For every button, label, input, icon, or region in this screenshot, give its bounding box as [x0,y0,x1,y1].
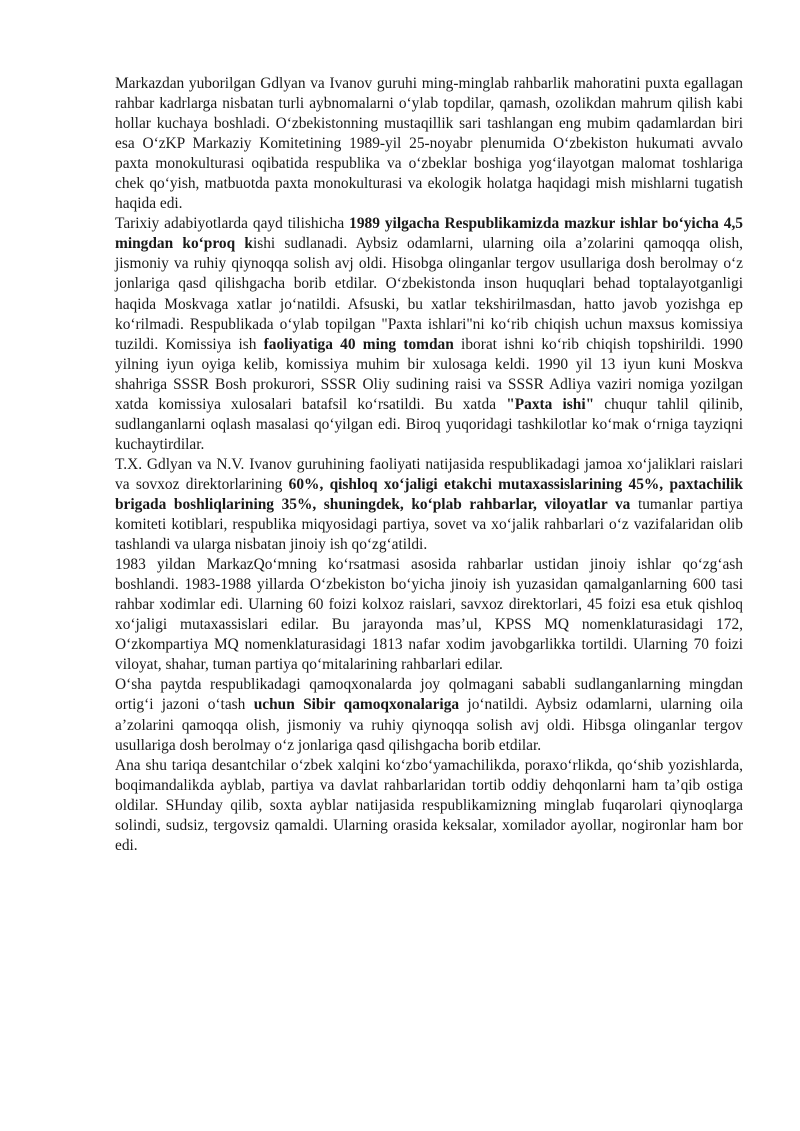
paragraph-6 [115,756,743,856]
bold-text-run: 60%, qishloq xo‘jaligi etakchi mutaxassislarining 45%, paxtachilik brigada boshliqlarining 35%, shuningdek, ko‘plab rahbarlar, viloyatlar va [115,475,743,513]
bold-text-run: uchun Sibir qamoqxonalariga [253,696,460,714]
text-run: chuqur tahlil qilinib, sudlanganlarni oqlash masalasi qo‘yilgan edi. Biroq yuqoridagi tashkilotlar ko‘mak o‘rniga tayziqni kuchaytirdilar. [115,395,743,453]
paragraph-4 [115,555,743,675]
paragraph-5 [115,675,743,755]
text-run: Ana shu tariqa desantchilar o‘zbek xalqini ko‘zbo‘yamachilikda, poraxo‘rlikda, qo‘shib yozishlarda, boqimandalikda ayblab, partiya va davlat rahbarlaridan tortib oddiy dehqonlarni ham ta’qib ostiga oldilar. SHunday qilib, soxta ayblar natijasida respublikamizning minglab fuqarolari qiynoqlarga solindi, sudsiz, tergovsiz qamaldi. Ularning orasida keksalar, xomilador ayollar, nogironlar ham bor edi. [115,756,743,854]
document-page [115,74,743,856]
paragraph-1 [115,74,743,214]
text-run: Markazdan yuborilgan Gdlyan va Ivanov guruhi ming-minglab rahbarlik mahoratini puxta egallagan rahbar kadrlarga nisbatan turli aybnomalarni o‘ylab topdilar, qamash, ozolikdan mahrum qilish kabi hollar kuchaya boshladi. O‘zbekistonning mustaqillik sari tashlangan eng mubim qadamlardan biri esa O‘zKP Markaziy Komitetining 1989-yil 25-noyabr plenumida O‘zbekiston hukumati avvalo paxta monokulturasi oqibatida respublika va o‘zbeklar boshiga yog‘ilayotgan malomat toshlariga chek qo‘yish, matbuotda paxta monokulturasi va ekologik holatga haqidagi mish mishlarni tugatish haqida edi. [115,75,743,213]
paragraph-3 [115,455,743,555]
text-run: O‘sha paytda respublikadagi qamoqxonalarda joy qolmagani sababli sudlanganlarning mingdan ortig‘i jazoni o‘tash [115,676,743,714]
text-run: tumanlar partiya komiteti kotiblari, respublika miqyosidagi partiya, sovet va xo‘jalik rahbarlari o‘z vazifalaridan olib tashlandi va ularga nisbatan jinoiy ish qo‘zg‘atildi. [115,495,743,554]
text-run: jo‘natildi. Aybsiz odamlarni, ularning oila a’zolarini qamoqqa olish, jismoniy va ruhiy qiynoqqa solish avj oldi. Hibsga olinganlar tergov usullariga dosh berolmay o‘z jonlariga qasd qilishgacha borib etdilar. [115,696,743,754]
text-run: iborat ishni ko‘rib chiqish topshirildi. 1990 yilning iyun oyiga kelib, komissiya muhim bir xulosaga keldi. 1990 yil 13 iyun kuni Moskva shahriga SSSR Bosh prokurori, SSSR Oliy sudining raisi va SSSR Adliya vaziri nomiga yozilgan xatda komissiya xulosalari batafsil ko‘rsatildi. Bu xatda [115,335,743,413]
text-run: Tarixiy adabiyotlarda qayd tilishicha [115,215,350,233]
bold-text-run: "Paxta ishi" [506,395,595,413]
bold-text-run: faoliyatiga 40 ming tomdan [263,335,454,353]
text-run: ishi sudlanadi. Aybsiz odamlarni, ularning oila a’zolarini qamoqqa olish, jismoniy va ruhiy qiynoqqa solish avj oldi. Hisobga olinganlar tergov usullariga dosh berolmay o‘z jonlariga qasd qilishgacha borib etdilar. O‘zbekistonda inson huquqlari behad toptalayotganligi haqida Moskvaga xatlar jo‘natildi. Afsuski, bu xatlar tekshirilmasdan, hatto javob yozishga ep ko‘rilmadi. Respublikada o‘ylab topilgan "Paxta ishlari"ni ko‘rib chiqish uchun maxsus komissiya tuzildi. Komissiya ish [115,235,743,353]
paragraph-2 [115,214,743,455]
text-run: T.X. Gdlyan va N.V. Ivanov guruhining faoliyati natijasida respublikadagi jamoa xo‘jaliklari raislari va sovxoz direktorlarining [115,455,743,493]
text-run: 1983 yildan MarkazQo‘mning ko‘rsatmasi asosida rahbarlar ustidan jinoiy ishlar qo‘zg‘ash boshlandi. 1983-1988 yillarda O‘zbekiston bo‘yicha jinoiy ish yuzasidan qamalganlarning 600 tasi rahbar xodimlar edi. Ularning 60 foizi kolxoz raislari, savxoz direktorlari, 45 foizi esa etuk qishloq xo‘jaligi mutaxassislari edilar. Bu jarayonda mas’ul, KPSS MQ nomenklaturasidagi 172, O‘zkompartiya MQ nomenklaturasidagi 1813 nafar xodim javobgarlikka tortildi. Ularning 70 foizi viloyat, shahar, tuman partiya qo‘mitalarining rahbarlari edilar. [115,556,743,674]
bold-text-run: 1989 yilgacha Respublikamizda mazkur ishlar bo‘yicha 4,5 mingdan ko‘proq k [115,215,743,253]
